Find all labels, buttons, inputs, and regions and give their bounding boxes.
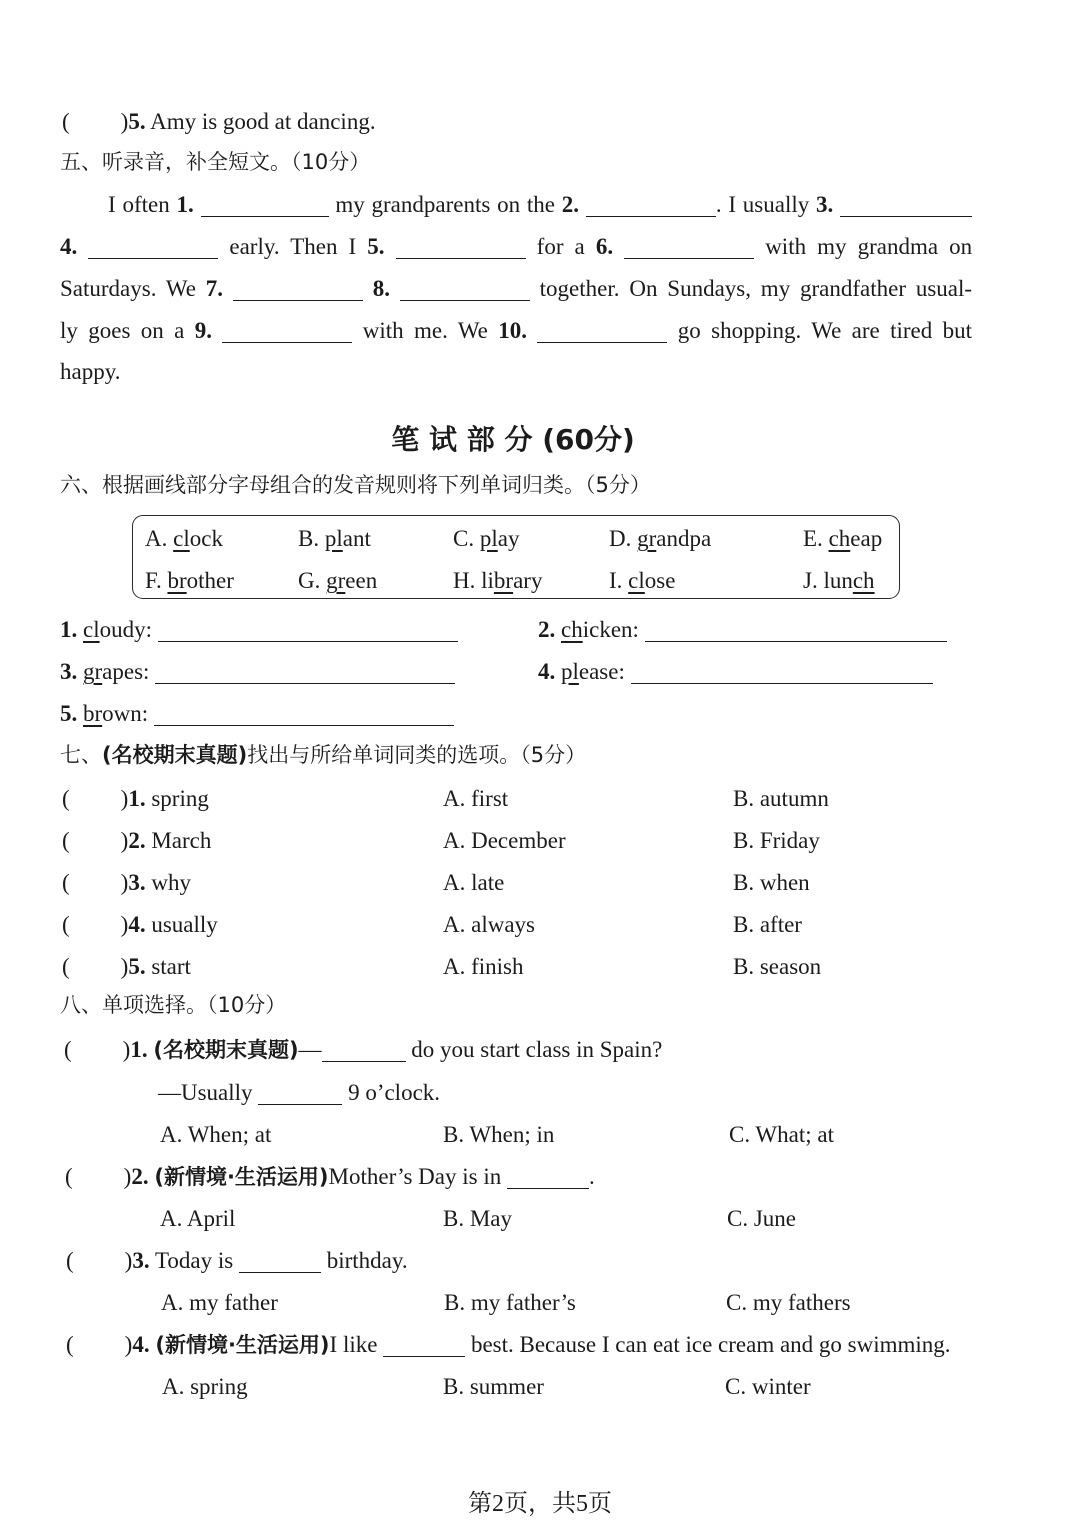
paren-close: ) [123,1164,132,1189]
option-b: B. after [733,912,802,937]
paren-close: ) [124,1332,133,1357]
option-a: A. December [443,828,566,853]
match-question [62,952,191,982]
match-question-row [0,784,1080,814]
question-number: 5. [128,109,146,134]
cloze-line-1 [108,190,972,220]
match-question-row [0,868,1080,898]
match-question-row [0,910,1080,940]
underlined-letters: br [83,701,103,726]
choice-question-4 [66,1330,951,1360]
word-rest: ease: [578,659,625,684]
underlined-letters: gr [637,526,657,551]
classify-question-row [0,699,1080,729]
question-number: 5. [60,701,78,726]
question-text: birthday. [326,1248,408,1273]
underlined-letters: gr [326,568,346,593]
question-text: Amy is good at dancing. [150,109,376,134]
option-b: B. When; in [443,1122,555,1147]
given-word: why [151,870,191,895]
paren-open: ( [64,1037,72,1062]
cloze-text: happy. [60,359,121,384]
word-rest: other [186,568,234,593]
section8-heading: 八、单项选择。（10分） [60,993,287,1017]
word-rest: ant [342,526,371,551]
section-instruction: 找出与所给单词同类的选项。（5分） [247,743,587,767]
option-a: A. my father [161,1290,278,1315]
match-question [62,868,191,898]
question-text: best. Because I can eat ice cream and go swimming. [470,1332,951,1357]
cloze-text: I often [108,192,170,217]
given-word: March [151,828,212,853]
answer-blank [155,664,455,684]
answer-blank [537,323,667,343]
question-number: 2. [538,617,556,642]
question-text: —Usually [158,1080,253,1105]
choice-question-3 [66,1246,408,1276]
option-b: B. summer [443,1374,544,1399]
question-number: 5. [128,954,146,979]
match-question [62,784,209,814]
blank-number: 3. [816,192,834,217]
word-rest: icken: [582,617,639,642]
question-number: 2. [131,1164,149,1189]
classify-question [60,699,454,729]
option-letter: J. [803,568,818,593]
answer-blank [383,1337,465,1357]
cloze-text: early. Then I [229,234,357,259]
choice-question-2 [65,1162,595,1192]
section-number: 七、 [60,743,102,767]
paren-close: ) [120,786,129,811]
underlined-letters: ch [561,617,583,642]
word-option [145,566,234,596]
question-number: 2. [128,828,146,853]
question-text: Today is [154,1248,234,1273]
underlined-letters: br [167,568,187,593]
answer-blank [840,197,972,217]
cloze-line-5 [60,357,120,387]
option-a: A. April [160,1206,236,1231]
option-b: B. season [733,954,822,979]
question-text: do you start class in Spain? [411,1037,663,1062]
cloze-text: go shopping. We are tired but [677,318,972,343]
word-bank-box [132,515,900,599]
source-tag: (名校期末真题) [102,743,248,767]
underlined-letters: ch [828,526,851,551]
option-b: B. autumn [733,786,829,811]
word-rest: oudy: [99,617,152,642]
word-rest: een [345,568,378,593]
classify-question [60,657,455,687]
word-rest: ose [644,568,676,593]
paren-open: ( [62,786,70,811]
word-option [609,524,711,554]
choice-question-1 [64,1035,662,1065]
option-letter: C. [453,526,475,551]
cloze-text: with me. We [362,318,488,343]
choice-options [0,1372,1080,1402]
written-part-title: 笔 试 部 分 (60分) [391,423,635,456]
section5-heading: 五、听录音，补全短文。（10分） [60,150,371,174]
option-a: A. When; at [160,1122,272,1147]
answer-blank [222,323,352,343]
choice-options [0,1204,1080,1234]
underlined-letters: cl [628,568,645,593]
answer-blank [645,622,947,642]
option-letter: G. [298,568,321,593]
given-word: spring [151,786,209,811]
given-word: usually [151,912,218,937]
paren-open: ( [65,1164,73,1189]
match-question [62,826,211,856]
paren-open: ( [62,109,70,134]
paren-open: ( [66,1332,74,1357]
option-b: B. Friday [733,828,820,853]
question-number: 3. [60,659,78,684]
question-text: I like [329,1332,378,1357]
blank-number: 7. [205,276,224,301]
blank-number: 9. [194,318,212,343]
answer-blank [396,239,526,259]
word-option [609,566,675,596]
option-a: A. spring [162,1374,248,1399]
underlined-letters: br [493,568,514,593]
word-option [298,524,371,554]
option-c: C. my fathers [726,1290,851,1315]
match-question-row [0,826,1080,856]
blank-number: 4. [60,234,78,259]
option-c: C. June [727,1206,796,1231]
option-b: B. my father’s [444,1290,576,1315]
paren-open: ( [62,870,70,895]
word-rest: ary [513,568,543,593]
option-c: C. What; at [729,1122,834,1147]
section6-heading: 六、根据画线部分字母组合的发音规则将下列单词归类。（5分） [60,473,651,497]
word-bank-row [133,524,898,554]
word-rest: own: [102,701,149,726]
cloze-text: ly goes on a [60,318,185,343]
match-question-row [0,952,1080,982]
answer-blank [158,622,458,642]
option-letter: E. [803,526,823,551]
question-number: 1. [130,1037,148,1062]
classify-question [538,615,947,645]
question-number: 4. [538,659,556,684]
page-footer: 第2页，共5页 [468,1491,612,1517]
option-letter: F. [145,568,162,593]
classify-question [538,657,933,687]
underlined-letters: ch [852,568,875,593]
blank-number: 6. [595,234,614,259]
paren-close: ) [120,828,129,853]
question-number: 1. [128,786,146,811]
match-question [62,910,218,940]
choice-options [0,1288,1080,1318]
cloze-text: together. On Sundays, my grandfather usual- [539,276,972,301]
cloze-text: with my grandma on [765,234,972,259]
source-tag: (名校期末真题) [153,1038,299,1062]
option-letter: D. [609,526,632,551]
paren-close: ) [120,954,129,979]
answer-blank [507,1169,589,1189]
option-b: B. May [443,1206,512,1231]
word-option [298,566,377,596]
paren-close: ) [120,912,129,937]
paren-close: ) [122,1037,131,1062]
word-rest: apes: [102,659,150,684]
word-rest: andpa [656,526,712,551]
answer-blank [624,239,754,259]
blank-number: 1. [176,192,194,217]
question-number: 4. [128,912,146,937]
word-option [803,566,875,596]
underlined-letters: cl [83,617,100,642]
answer-blank [154,706,454,726]
option-a: A. first [443,786,509,811]
paren-close: ) [120,109,129,134]
answer-blank [239,1253,321,1273]
question-text: . [588,1164,595,1189]
option-letter: A. [145,526,168,551]
question-number: 3. [132,1248,150,1273]
classify-question [60,615,458,645]
cloze-line-3 [60,274,972,304]
option-c: C. winter [725,1374,811,1399]
blank-number: 8. [372,276,390,301]
cloze-text: . I usually [715,192,810,217]
choice-question-1-reply [158,1078,440,1108]
word-bank-row [133,566,898,596]
word-start: lun [823,568,853,593]
paren-close: ) [120,870,129,895]
answer-blank [400,281,530,301]
cloze-text: my grandparents on the [335,192,555,217]
underlined-letters: cl [173,526,190,551]
question-text: 9 o’clock. [348,1080,441,1105]
cloze-line-2 [60,232,972,262]
classify-question-row [0,657,1080,687]
answer-blank [586,197,716,217]
underlined-letters: pl [479,526,498,551]
word-rest: eap [850,526,883,551]
question-number: 3. [128,870,146,895]
classify-question-row [0,615,1080,645]
dialogue-dash: — [298,1037,322,1062]
source-tag: (新情境·生活运用) [154,1165,329,1189]
cloze-text: Saturdays. We [60,276,196,301]
answer-blank [233,281,363,301]
blank-number: 2. [561,192,580,217]
option-a: A. finish [443,954,524,979]
underlined-letters: gr [83,659,103,684]
word-option [145,524,223,554]
answer-blank [258,1085,342,1105]
paren-open: ( [62,912,70,937]
option-b: B. when [733,870,810,895]
question-text: Mother’s Day is in [328,1164,502,1189]
option-letter: H. [453,568,476,593]
cloze-text: for a [536,234,585,259]
word-option [453,524,519,554]
given-word: start [151,954,191,979]
section7-heading [60,740,586,770]
paren-open: ( [62,828,70,853]
source-tag: (新情境·生活运用) [155,1333,330,1357]
underlined-letters: pl [324,526,343,551]
question-number: 1. [60,617,78,642]
option-letter: I. [609,568,623,593]
answer-blank [322,1042,406,1062]
word-option [453,566,542,596]
cloze-line-4 [60,316,972,346]
carryover-question [62,107,376,137]
paren-open: ( [66,1248,74,1273]
paren-open: ( [62,954,70,979]
paren-close: ) [124,1248,133,1273]
answer-blank [201,197,329,217]
word-rest: ock [189,526,223,551]
word-rest: ay [497,526,520,551]
option-letter: B. [298,526,320,551]
option-a: A. late [443,870,505,895]
blank-number: 5. [367,234,385,259]
option-a: A. always [443,912,535,937]
underlined-letters: pl [561,659,579,684]
answer-blank [631,664,933,684]
question-number: 4. [132,1332,150,1357]
answer-blank [88,239,218,259]
blank-number: 10. [498,318,528,343]
word-option [803,524,882,554]
word-start: li [481,568,494,593]
choice-options [0,1120,1080,1150]
